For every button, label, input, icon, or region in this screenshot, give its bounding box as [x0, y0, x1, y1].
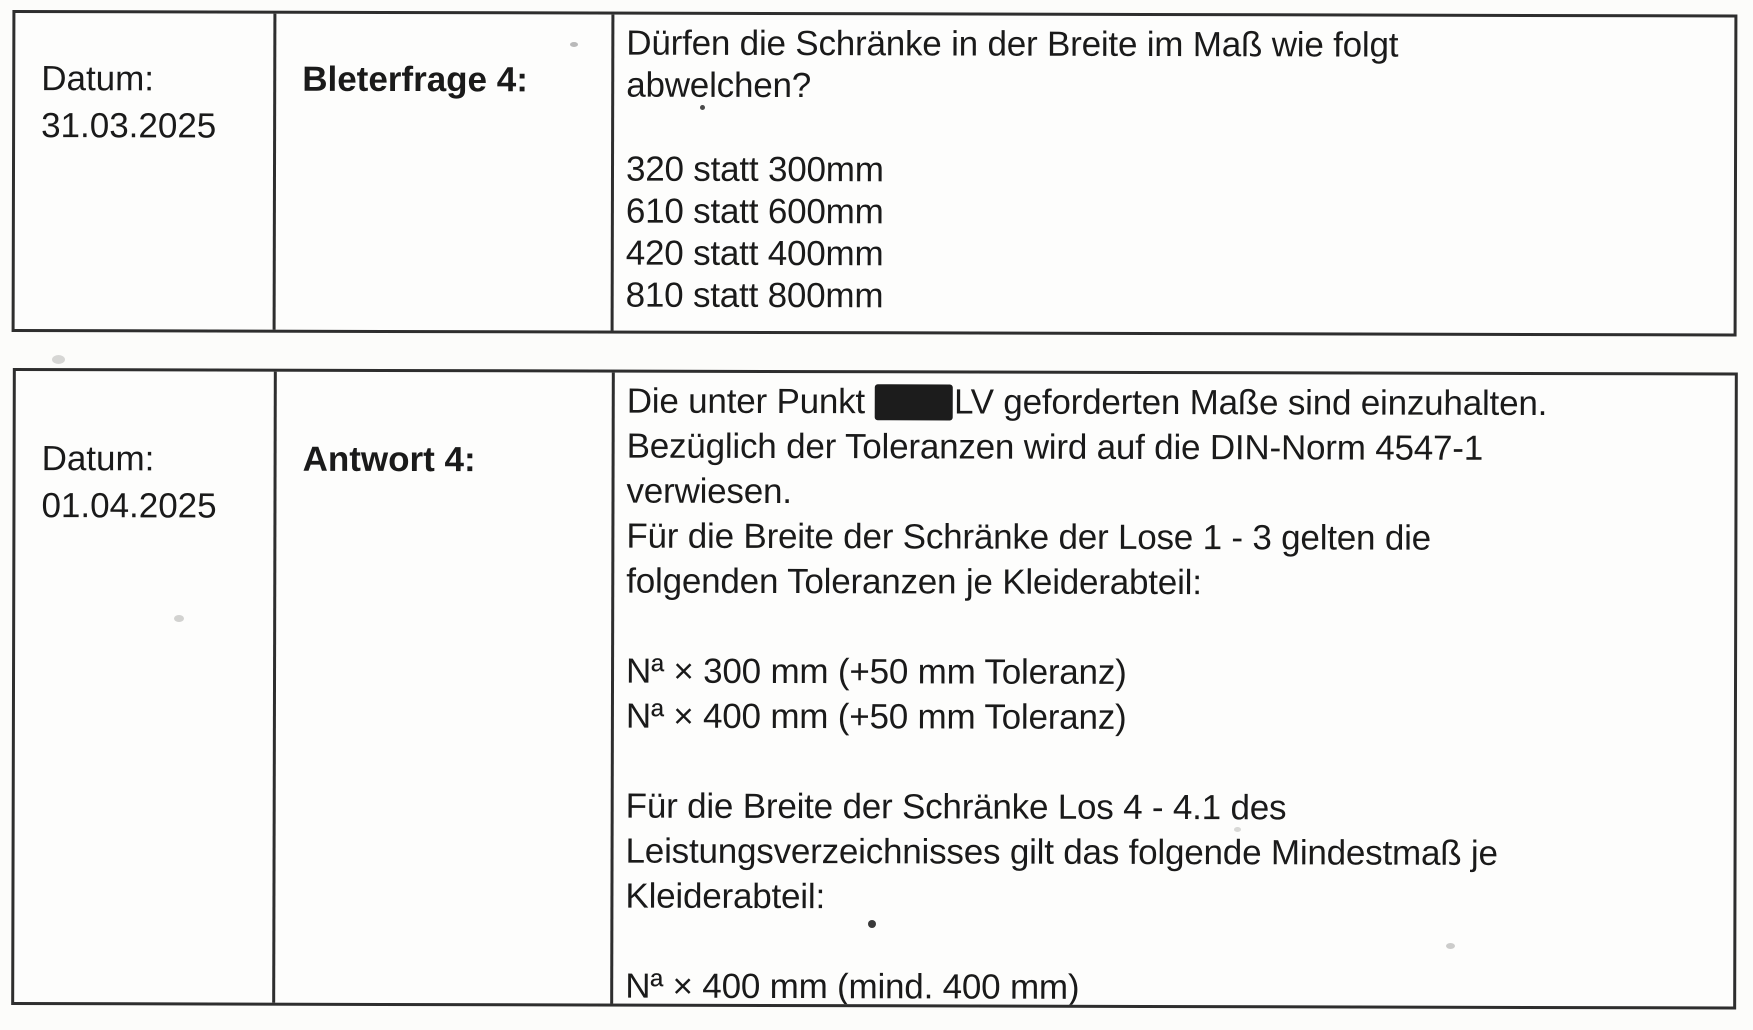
text-line [625, 919, 1715, 967]
text-line [626, 739, 1716, 787]
redaction-box [875, 384, 953, 420]
text-line [626, 107, 1716, 152]
text-line: Für die Breite der Schränke Los 4 - 4.1 des [625, 786, 1287, 828]
text-line: Leistungsverzeichnisses gilt das folgende Mindestmaß je [625, 831, 1498, 873]
text-line: abwelchen? [626, 65, 812, 106]
text-line: Kleiderabteil: [625, 876, 826, 917]
text-line [626, 604, 1716, 652]
answer-date-cell [14, 371, 274, 1003]
question-date-cell [15, 13, 274, 330]
question-title: Bleterfrage 4: [302, 59, 528, 100]
text-line: Für die Breite der Schränke der Lose 1 - 3 gelten die [626, 516, 1432, 558]
scan-speck [700, 105, 705, 110]
text-line-with-redaction [627, 379, 1717, 427]
scan-speck [1446, 943, 1455, 949]
text-line: Dürfen die Schränke in der Breite im Maß wie folgt [626, 23, 1399, 65]
answer-label-cell [272, 372, 612, 1004]
scan-speck [868, 920, 876, 928]
date-label: Datum: [41, 59, 155, 99]
date-label: Datum: [41, 439, 155, 479]
text-segment: LV geforderten Maße sind einzuhalten. [953, 382, 1548, 424]
text-line: Nª × 400 mm (+50 mm Toleranz) [625, 696, 1127, 737]
answer-title: Antwort 4: [302, 439, 476, 480]
answer-body-cell [610, 373, 1735, 1007]
scan-speck [174, 615, 184, 622]
text-line: Nª × 400 mm (mind. 400 mm) [625, 966, 1080, 1007]
text-line: Bezüglich der Toleranzen wird auf die DIN-Norm 4547-1 [626, 426, 1484, 468]
text-line: 810 statt 800mm [625, 275, 884, 316]
text-line: 420 statt 400mm [625, 233, 884, 274]
question-table [12, 10, 1738, 337]
text-line: verwiesen. [626, 471, 792, 512]
question-label-cell [273, 14, 612, 331]
scan-speck [52, 355, 65, 364]
question-body-cell [611, 15, 1735, 334]
text-line: 320 statt 300mm [625, 149, 884, 190]
text-line: Nª × 300 mm (+50 mm Toleranz) [625, 651, 1127, 692]
date-value: 01.04.2025 [41, 486, 217, 526]
date-value: 31.03.2025 [41, 106, 217, 146]
scan-speck [1234, 827, 1241, 832]
answer-table [11, 368, 1738, 1010]
scan-speck [570, 42, 578, 47]
text-line: folgenden Toleranzen je Kleiderabteil: [626, 561, 1202, 603]
text-line: 610 statt 600mm [625, 191, 884, 232]
text-segment: Die unter Punkt [626, 381, 866, 422]
